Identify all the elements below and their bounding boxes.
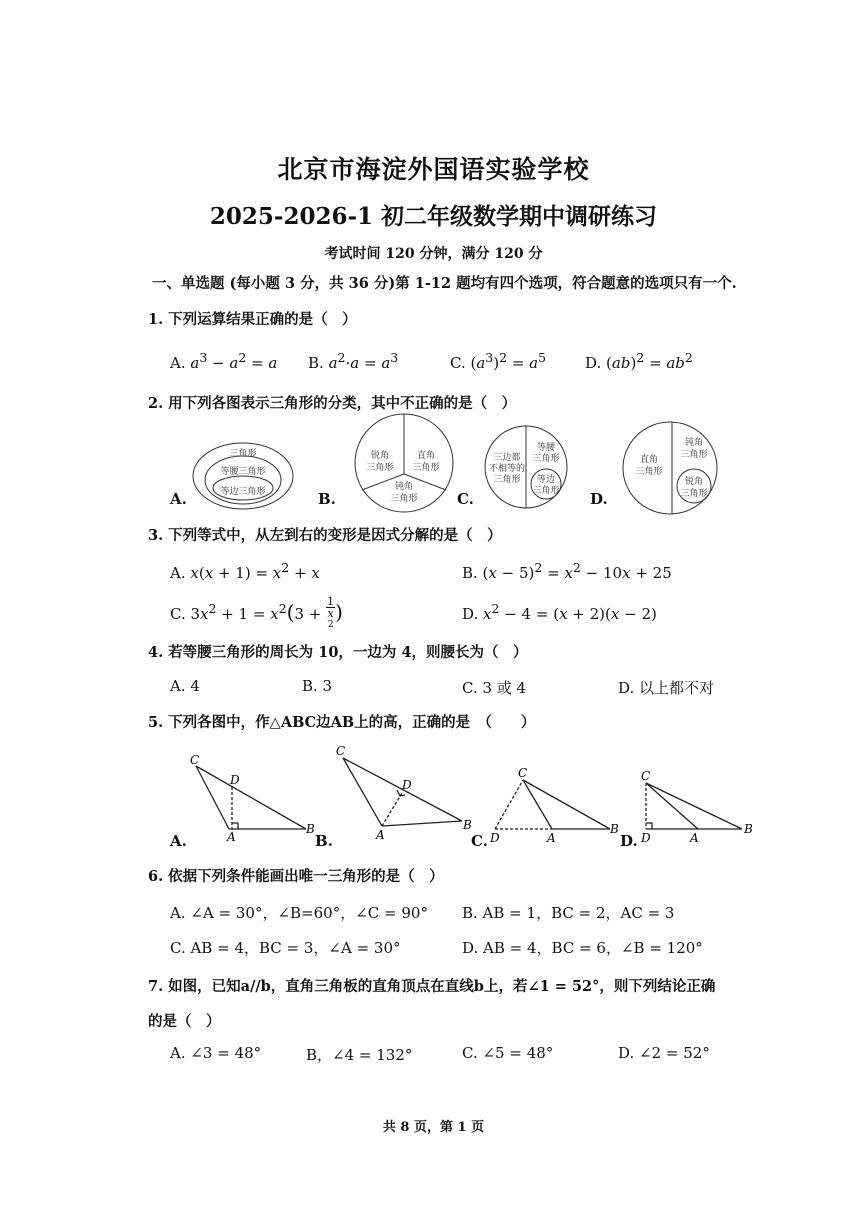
question-2-stem: 2. 用下列各图表示三角形的分类，其中不正确的是（ ）	[148, 395, 517, 412]
question-7-stem-line1: 7. 如图，已知a//b，直角三角板的直角顶点在直线b上，若∠1 = 52°，则下列结论正确	[148, 978, 716, 995]
exam-title: 2025-2026-1 初二年级数学期中调研练习	[209, 203, 658, 230]
school-name: 北京市海淀外国语实验学校	[277, 155, 590, 184]
q1-option-d: D. $(ab)^2 = ab^2$	[585, 350, 693, 372]
section-heading: 一、单选题 (每小题 3 分，共 36 分)第 1-12 题均有四个选项，符合题意的选项只有一个.	[152, 275, 737, 292]
q5d-label-a: A	[690, 831, 699, 845]
q5a-label-c: C	[190, 753, 200, 767]
q2d-right-1: 钝角	[684, 438, 704, 448]
q3-option-b: B. $(x - 5)^2 = x^2 - 10x + 25$	[462, 560, 672, 582]
q2c-inner-2: 三角形	[532, 486, 560, 496]
q3-option-a: A. $x(x + 1) = x^2 + x$	[170, 560, 320, 582]
q5c-label-c: C	[518, 766, 528, 780]
q6-option-b: B. AB = 1，BC = 2，AC = 3	[462, 904, 675, 922]
q7-option-b: B，∠4 = 132°	[306, 1046, 413, 1064]
q5-option-d-letter: D.	[620, 832, 638, 850]
q2c-left-3: 三角形	[493, 475, 521, 485]
exam-info: 考试时间 120 分钟，满分 120 分	[324, 246, 543, 262]
q5-diagram-d	[646, 783, 742, 829]
q5c-label-b: B	[610, 822, 619, 836]
q2c-right-1: 等腰	[536, 443, 556, 453]
q5a-label-b: B	[306, 822, 315, 836]
q1-option-a: A. $a^3 - a^2 = a$	[170, 350, 278, 372]
q2d-inner-2: 三角形	[680, 489, 708, 499]
q2c-inner-1: 等边	[536, 475, 556, 485]
q2a-label-middle: 等腰三角形	[220, 467, 266, 477]
q2b-left-1: 锐角	[370, 451, 390, 461]
q2b-right-1: 直角	[416, 451, 436, 461]
q5-option-a-letter: A.	[170, 832, 187, 850]
q2a-label-outer: 三角形	[229, 449, 257, 459]
q5b-label-d: D	[402, 778, 412, 792]
question-7-stem-line2: 的是（ ）	[148, 1013, 221, 1030]
q5a-label-d: D	[230, 773, 240, 787]
q5b-label-c: C	[336, 744, 346, 758]
q2c-right-2: 三角形	[532, 454, 560, 464]
q5d-label-c: C	[641, 769, 651, 783]
q2d-left-2: 三角形	[635, 467, 663, 477]
q5d-label-d: D	[641, 831, 651, 845]
q7-option-d: D. ∠2 = 52°	[618, 1044, 710, 1062]
q5c-label-a: A	[547, 831, 556, 845]
q6-option-c: C. AB = 4，BC = 3，∠A = 30°	[170, 939, 401, 957]
q2-option-c-letter: C.	[457, 490, 474, 508]
q5c-label-d: D	[490, 831, 500, 845]
q5d-label-b: B	[744, 822, 753, 836]
q1-option-b: B. $a^2\cdot a = a^3$	[308, 350, 399, 372]
q2c-left-1: 三边都	[493, 453, 521, 463]
q5-option-c-letter: C.	[471, 832, 488, 850]
q5-option-b-letter: B.	[315, 832, 333, 850]
q5a-label-a: A	[227, 830, 236, 844]
q2b-bottom-1: 钝角	[394, 482, 414, 492]
q6-option-d: D. AB = 4，BC = 6，∠B = 120°	[462, 939, 703, 957]
q5b-label-a: A	[376, 828, 385, 842]
q5-diagram-c	[495, 780, 610, 829]
q2d-left-1: 直角	[639, 455, 659, 465]
q2b-left-2: 三角形	[366, 463, 394, 473]
q2d-right-2: 三角形	[680, 450, 708, 460]
q2a-label-inner: 等边三角形	[220, 487, 266, 497]
q2b-right-2: 三角形	[412, 463, 440, 473]
q5-diagram-a	[196, 766, 306, 829]
q4-option-d: D. 以上都不对	[618, 679, 715, 697]
question-3-stem: 3. 下列等式中，从左到右的变形是因式分解的是（ ）	[148, 527, 502, 544]
question-5-stem: 5. 下列各图中，作△ABC边AB上的高，正确的是 （ ）	[148, 714, 536, 731]
question-1-stem: 1. 下列运算结果正确的是（ ）	[148, 311, 357, 328]
q3-option-d: D. $x^2 - 4 = (x + 2)(x - 2)$	[462, 601, 657, 623]
q2-option-b-letter: B.	[318, 490, 336, 508]
page-footer: 共 8 页，第 1 页	[382, 1120, 485, 1135]
q2-option-a-letter: A.	[170, 490, 187, 508]
question-4-stem: 4. 若等腰三角形的周长为 10，一边为 4，则腰长为（ ）	[148, 644, 528, 661]
q2-option-d-letter: D.	[590, 490, 608, 508]
q2b-bottom-2: 三角形	[390, 494, 418, 504]
q5-diagram-b	[343, 758, 462, 826]
question-6-stem: 6. 依据下列条件能画出唯一三角形的是（ ）	[148, 868, 444, 885]
q4-option-b: B. 3	[302, 677, 333, 695]
q4-option-c: C. 3 或 4	[462, 679, 527, 697]
q7-option-a: A. ∠3 = 48°	[170, 1044, 262, 1062]
q6-option-a: A. ∠A = 30°，∠B=60°，∠C = 90°	[170, 904, 428, 922]
q5b-label-b: B	[463, 818, 472, 832]
q1-option-c: C. $(a^3)^2 = a^5$	[450, 350, 547, 372]
q7-option-c: C. ∠5 = 48°	[462, 1044, 554, 1062]
q2c-left-2: 不相等的	[488, 464, 526, 474]
q2d-inner-1: 锐角	[684, 477, 704, 487]
q3-option-c: C. $3x^2 + 1 = x^2(3$ + 1 x $^2$ )	[170, 595, 343, 630]
q4-option-a: A. 4	[170, 677, 200, 695]
